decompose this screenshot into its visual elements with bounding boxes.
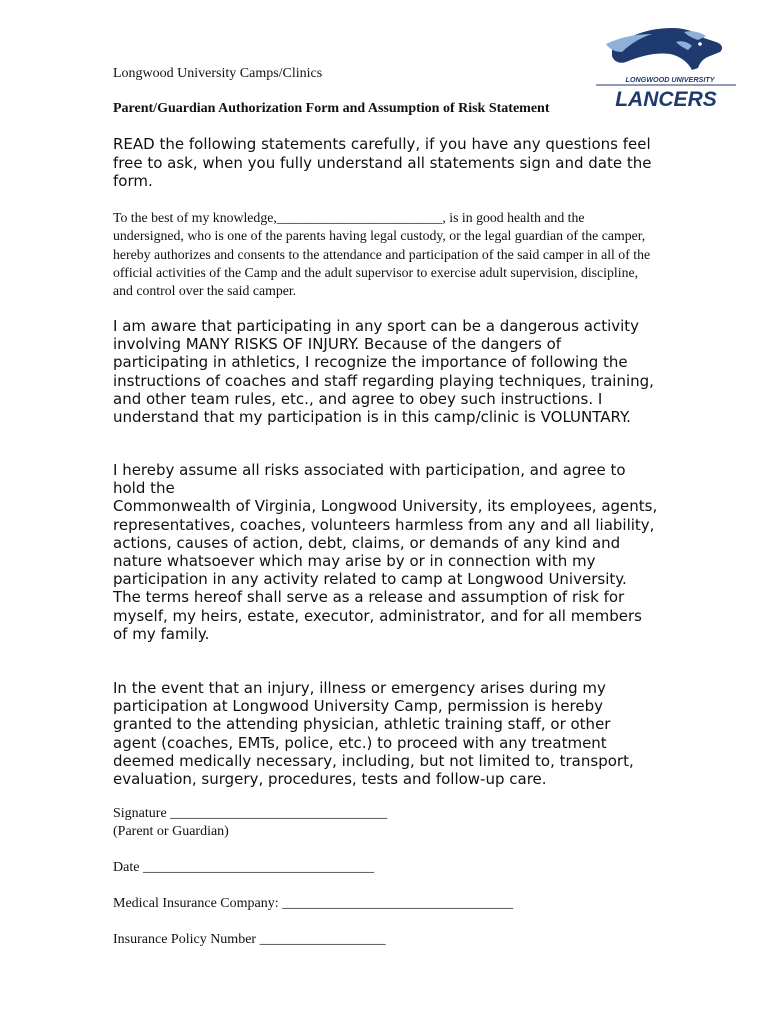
insurance-company-field (113, 895, 513, 913)
policy-number-field (113, 931, 386, 949)
assumption-line-3: representatives, coaches, volunteers harmless from any and all liability, actions, causes of action, debt, claims, or demands of any kind and nature whatsoever which may arise by or in connection with my participation in any activity related to camp at Longwood University. The terms hereof shall serve as a release and assumption of risk for myself, my heirs, estate, executor, administrator, and for all members of my family. (113, 515, 655, 643)
assumption-line-1: I hereby assume all risks associated with participation, and agree to hold the (113, 461, 626, 498)
signature-blank[interactable]: _______________________________ (170, 806, 388, 821)
form-title: Parent/Guardian Authorization Form and Assumption of Risk Statement (113, 101, 550, 116)
risk-awareness-paragraph: I am aware that participating in any sport can be a dangerous activity involving MANY RISKS OF INJURY. Because of the dangers of participating in athletics, I recognize the importance of following the instructions of coaches and staff regarding playing techniques, training, and other team rules, etc., and agree to obey such instructions. I understand that my participation is in this camp/clinic is VOLUNTARY. (113, 317, 654, 427)
signature-sublabel: (Parent or Guardian) (113, 824, 229, 839)
date-field (113, 859, 374, 877)
horse-head-icon (606, 28, 722, 70)
policy-number-label: Insurance Policy Number (113, 932, 257, 947)
camper-name-blank[interactable]: ________________________ (276, 210, 443, 225)
assumption-of-risk-paragraph (113, 461, 658, 643)
logo-team-text: LANCERS (615, 88, 717, 111)
longwood-lancers-logo (592, 22, 740, 114)
signature-label: Signature (113, 806, 167, 821)
medical-treatment-paragraph: In the event that an injury, illness or emergency arises during my participation at Longwood University Camp, permission is hereby granted to the attending physician, athletic training staff, or other agent (coaches, EMTs, police, etc.) to proceed with any treatment deemed medically necessary, including, but not limited to, transport, evaluation, surgery, procedures, tests and follow-up care. (113, 679, 634, 789)
logo-university-text: LONGWOOD UNIVERSITY (625, 75, 715, 84)
consent-paragraph (113, 209, 658, 300)
insurance-company-blank[interactable]: _________________________________ (282, 896, 514, 911)
policy-number-blank[interactable]: __________________ (259, 932, 386, 947)
insurance-company-label: Medical Insurance Company: (113, 896, 279, 911)
consent-suffix: , is in good health and the undersigned, who is one of the parents having legal custody, or the legal guardian of the camper, hereby authorizes and consents to the attendance and participation of the said camper in all of the official activities of the Camp and the adult supervisor to exercise adult supervision, discipline, and control over the said camper. (113, 210, 651, 299)
date-blank[interactable]: _________________________________ (142, 860, 374, 875)
instructions-paragraph: READ the following statements carefully, if you have any questions feel free to ask, when you fully understand all statements sign and date the form. (113, 135, 652, 190)
organization-header: Longwood University Camps/Clinics (113, 66, 323, 81)
consent-prefix: To the best of my knowledge, (113, 210, 277, 225)
date-label: Date (113, 860, 140, 875)
assumption-line-2: Commonwealth of Virginia, Longwood University, its employees, agents, (113, 497, 658, 516)
signature-field (113, 805, 387, 823)
